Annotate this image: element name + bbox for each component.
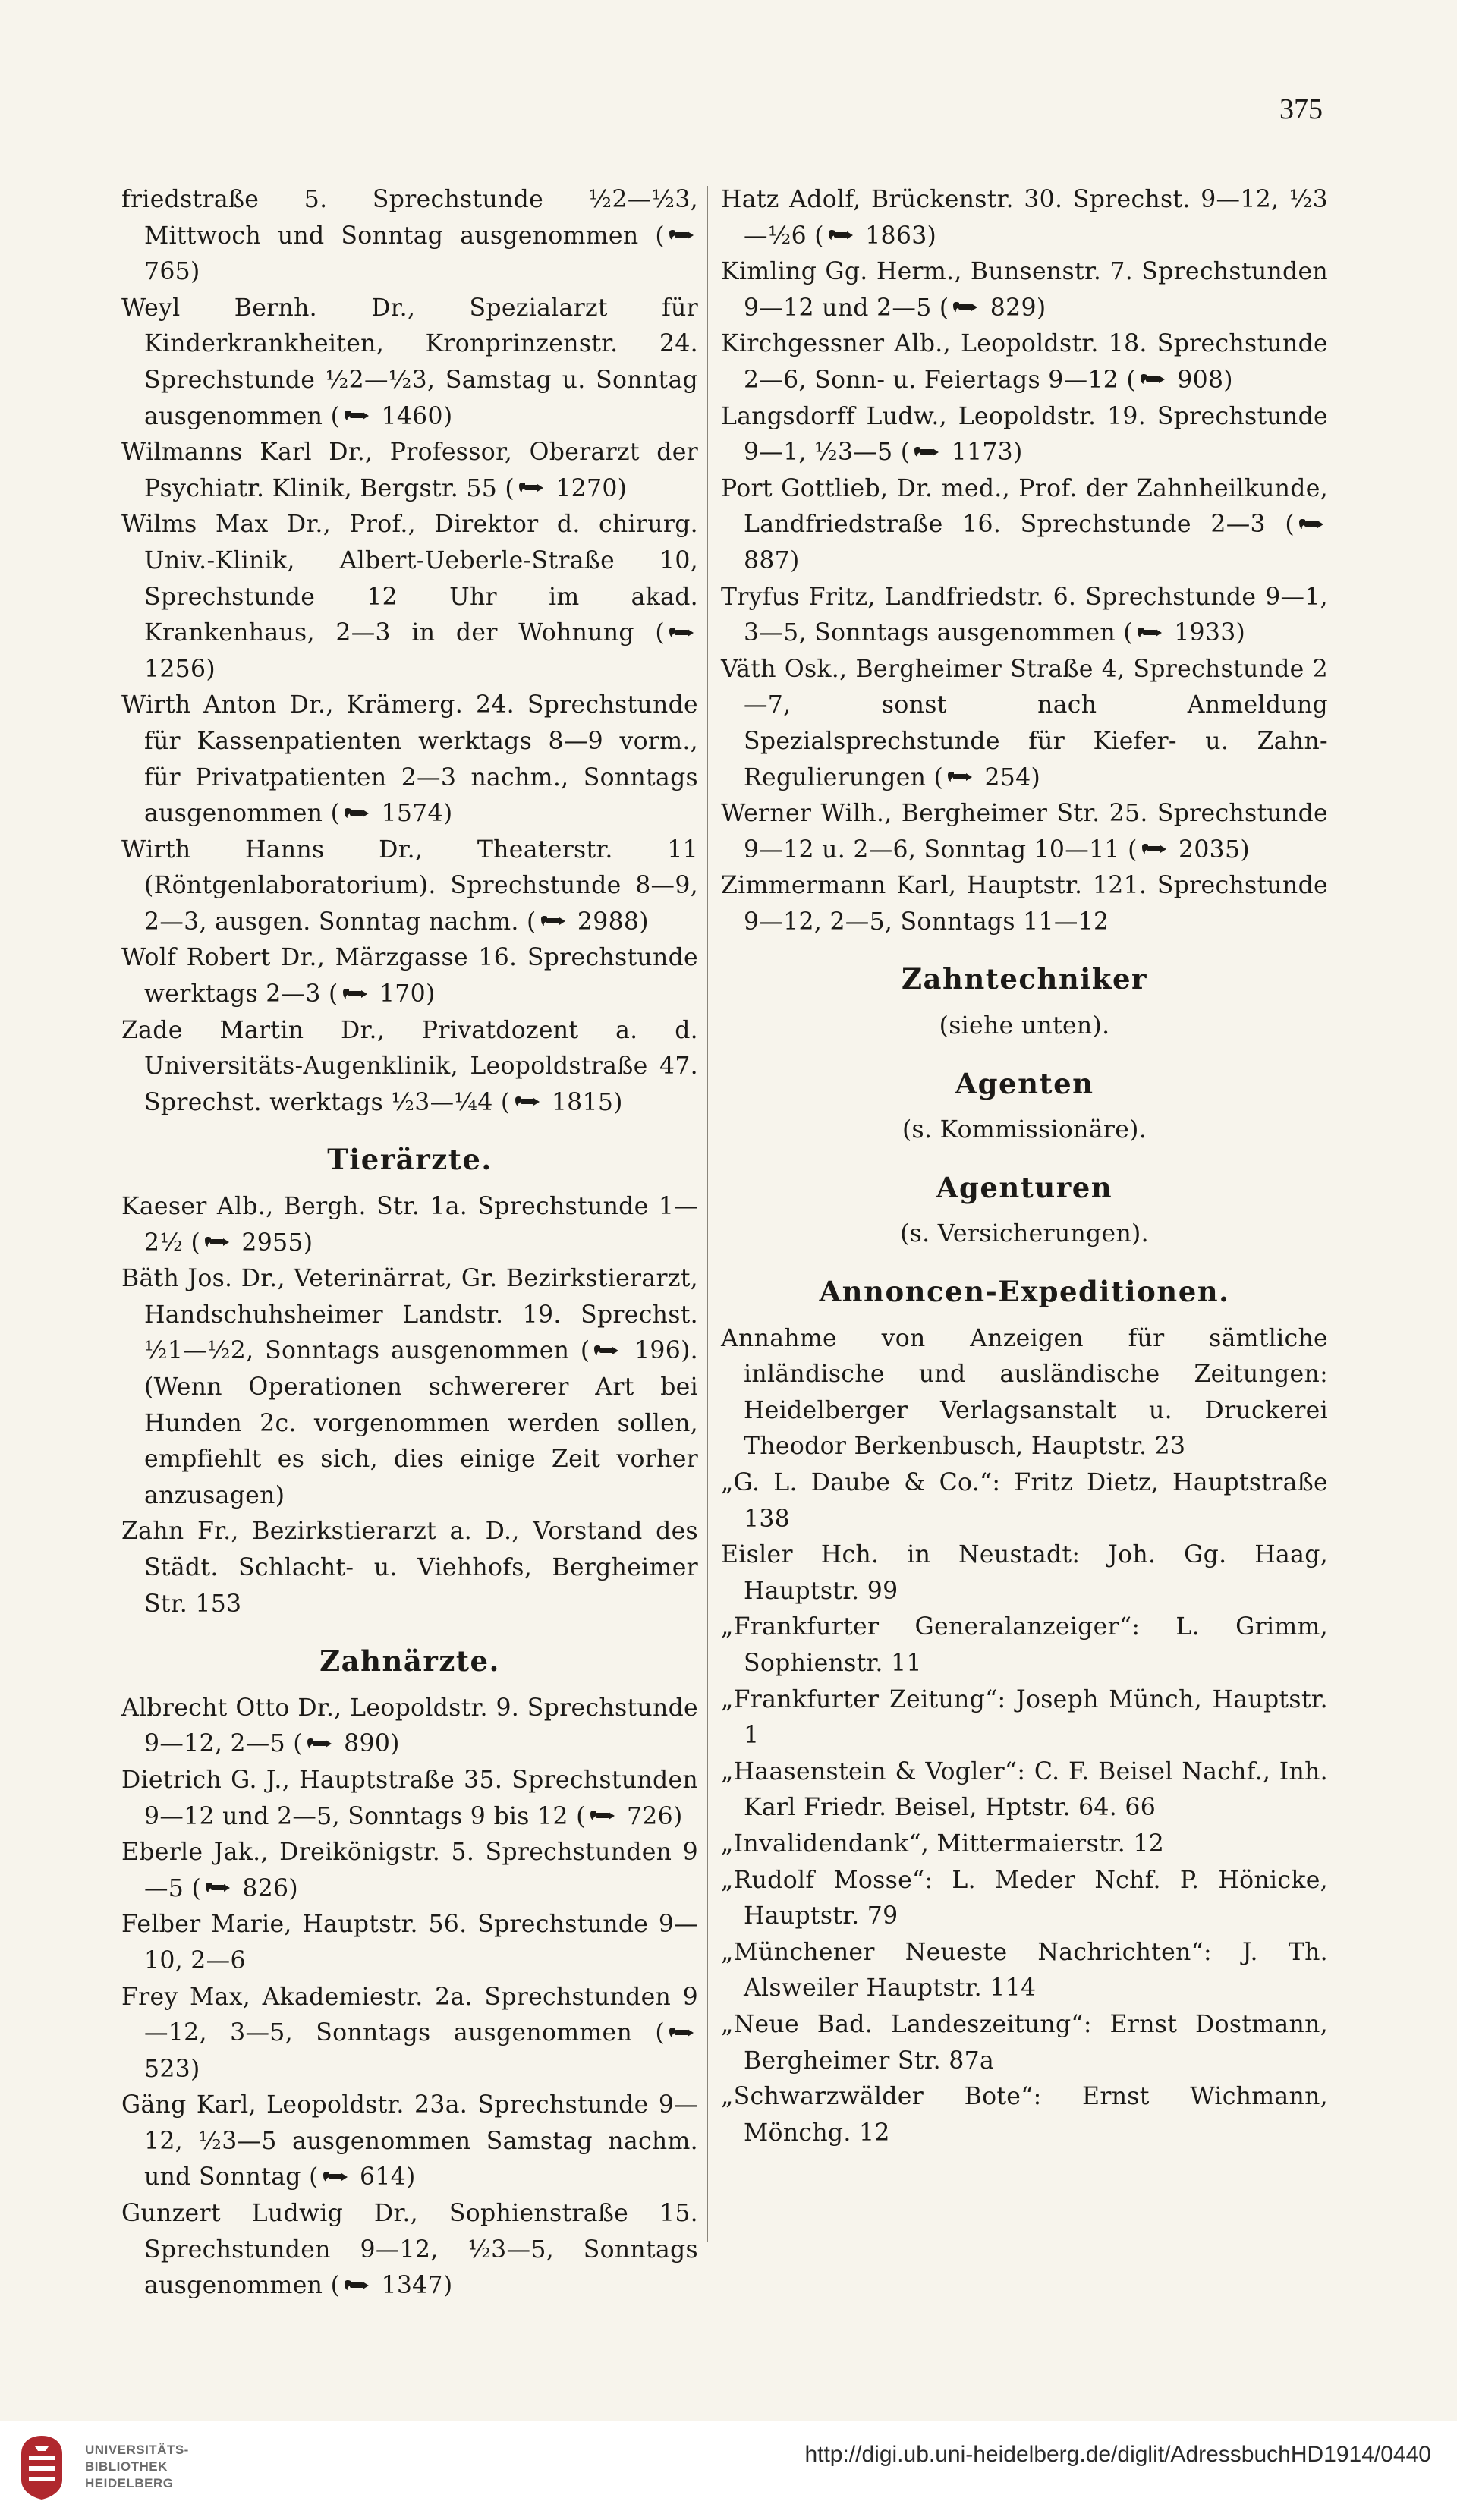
section-note: (s. Kommissionäre). <box>902 1116 1147 1144</box>
telephone-icon <box>827 228 854 242</box>
directory-entry: Zade Martin Dr., Privatdozent a. d. Universitäts-Augenklinik, Leopoldstraße 47. Sprechst. werktags ½3—¼4 ( 1815) <box>121 1016 698 1116</box>
directory-entry: Gunzert Ludwig Dr., Sophienstraße 15. Sprechstunden 9—12, ½3—5, Sonntags ausgenommen ( 1347) <box>121 2200 698 2300</box>
directory-entry: Kirchgessner Alb., Leopoldstr. 18. Sprechstunde 2—6, Sonn- u. Feiertags 9—12 ( 908) <box>721 330 1328 394</box>
telephone-icon <box>913 445 940 459</box>
telephone-icon <box>668 228 695 242</box>
directory-entry: Zahn Fr., Bezirkstierarzt a. D., Vorstand des Städt. Schlacht- u. Viehhofs, Bergheimer Str. 153 <box>121 1518 698 1618</box>
footer-bar <box>0 2421 1457 2520</box>
section-heading: Agenturen <box>936 1170 1113 1204</box>
directory-entry: Annahme von Anzeigen für sämtliche inländische und ausländische Zeitungen: Heidelberger Verlagsanstalt u. Druckerei Theodor Berkenbusch, Hauptstr. 23 <box>721 1324 1328 1461</box>
telephone-icon <box>1139 373 1166 386</box>
directory-entry: Albrecht Otto Dr., Leopoldstr. 9. Sprechstunde 9—12, 2—5 ( 890) <box>121 1694 698 1758</box>
directory-entry: „Münchener Neueste Nachrichten“: J. Th. Alsweiler Hauptstr. 114 <box>721 1938 1328 2002</box>
directory-entry: „Haasenstein & Vogler“: C. F. Beisel Nachf., Inh. Karl Friedr. Beisel, Hptstr. 64. 66 <box>721 1757 1328 1822</box>
directory-entry: Port Gottlieb, Dr. med., Prof. der Zahnheilkunde, Landfriedstraße 16. Sprechstunde 2—3 ( 887) <box>721 474 1328 574</box>
section-heading: Zahntechniker <box>902 962 1147 996</box>
directory-entry: Eisler Hch. in Neustadt: Joh. Gg. Haag, Hauptstr. 99 <box>721 1541 1328 1605</box>
directory-entry: Wilmanns Karl Dr., Professor, Oberarzt der Psychiatr. Klinik, Bergstr. 55 ( 1270) <box>121 439 698 502</box>
directory-entry: Felber Marie, Hauptstr. 56. Sprechstunde 9—10, 2—6 <box>121 1911 698 1974</box>
telephone-icon <box>540 914 567 928</box>
directory-entry: „Rudolf Mosse“: L. Meder Nchf. P. Hönicke, Hauptstr. 79 <box>721 1866 1328 1930</box>
directory-entry: Werner Wilh., Bergheimer Str. 25. Sprechstunde 9—12 u. 2—6, Sonntag 10—11 ( 2035) <box>721 800 1328 864</box>
telephone-icon <box>668 2026 695 2040</box>
telephone-icon <box>204 1881 231 1895</box>
section-note: (siehe unten). <box>939 1012 1110 1040</box>
library-name-line: UNIVERSITÄTS- <box>85 2443 189 2457</box>
directory-entry: „Schwarzwälder Bote“: Ernst Wichmann, Mönchg. 12 <box>721 2083 1328 2147</box>
telephone-icon <box>203 1235 231 1249</box>
directory-entry: Wilms Max Dr., Prof., Direktor d. chirurg. Univ.-Klinik, Albert-Ueberle-Straße 10, Sprechstunde 12 Uhr im akad. Krankenhaus, 2—3 in der Wohnung ( 1256) <box>121 511 698 683</box>
telephone-icon <box>306 1737 333 1751</box>
source-url-link[interactable]: http://digi.ub.uni-heidelberg.de/diglit/AdressbuchHD1914/0440 <box>804 2442 1431 2467</box>
telephone-icon <box>952 300 979 314</box>
library-name <box>85 2442 189 2492</box>
directory-entry: Weyl Bernh. Dr., Spezialarzt für Kinderkrankheiten, Kronprinzenstr. 24. Sprechstunde ½2—½3, Samstag u. Sonntag ausgenommen ( 1460) <box>121 294 698 430</box>
directory-entry: Wolf Robert Dr., Märzgasse 16. Sprechstunde werktags 2—3 ( 170) <box>121 944 698 1008</box>
page-number: 375 <box>1279 93 1323 125</box>
section-heading: Tierärzte. <box>327 1143 492 1177</box>
directory-entry: Bäth Jos. Dr., Veterinärrat, Gr. Bezirkstierarzt, Handschuhsheimer Landstr. 19. Sprechst. ½1—½2, Sonntags ausgenommen ( 196). (Wenn Operationen schwererer Art bei Hunden 2c. vorgenommen werden sollen, empfiehlt es sich, dies einige Zeit vorher anzusagen) <box>121 1265 698 1509</box>
directory-entry: „Neue Bad. Landeszeitung“: Ernst Dostmann, Bergheimer Str. 87a <box>721 2010 1328 2075</box>
directory-entry: Dietrich G. J., Hauptstraße 35. Sprechstunden 9—12 und 2—5, Sonntags 9 bis 12 ( 726) <box>121 1766 698 1830</box>
directory-entry: Hatz Adolf, Brückenstr. 30. Sprechst. 9—12, ½3—½6 ( 1863) <box>721 186 1328 250</box>
telephone-icon <box>341 987 369 1001</box>
directory-entry: Eberle Jak., Dreikönigstr. 5. Sprechstunden 9—5 ( 826) <box>121 1839 698 1902</box>
section-heading: Zahnärzte. <box>319 1644 500 1678</box>
directory-entry: Frey Max, Akademiestr. 2a. Sprechstunden 9—12, 3—5, Sonntags ausgenommen ( 523) <box>121 1983 698 2083</box>
directory-entry: „Invalidendank“, Mittermaierstr. 12 <box>721 1829 1165 1858</box>
telephone-icon <box>343 2279 370 2292</box>
directory-entry: „Frankfurter Zeitung“: Joseph Münch, Hauptstr. 1 <box>721 1685 1328 1750</box>
directory-entry: „G. L. Daube & Co.“: Fritz Dietz, Hauptstraße 138 <box>721 1469 1328 1533</box>
telephone-icon <box>322 2170 349 2184</box>
column-divider <box>707 186 708 2242</box>
telephone-icon <box>1298 518 1325 531</box>
directory-entry: friedstraße 5. Sprechstunde ½2—½3, Mittwoch und Sonntag ausgenommen ( 765) <box>121 186 698 286</box>
telephone-icon <box>514 1095 541 1109</box>
telephone-icon <box>668 626 695 640</box>
telephone-icon <box>589 1809 616 1823</box>
section-heading: Annoncen-Expeditionen. <box>819 1275 1230 1309</box>
directory-entry: Wirth Hanns Dr., Theaterstr. 11 (Röntgenlaboratorium). Sprechstunde 8—9, 2—3, ausgen. Sonntag nachm. ( 2988) <box>121 835 698 936</box>
directory-entry: Kimling Gg. Herm., Bunsenstr. 7. Sprechstunden 9—12 und 2—5 ( 829) <box>721 258 1328 322</box>
directory-entry: Tryfus Fritz, Landfriedstr. 6. Sprechstunde 9—1, 3—5, Sonntags ausgenommen ( 1933) <box>721 583 1328 647</box>
telephone-icon <box>343 409 370 423</box>
telephone-icon <box>1141 842 1168 856</box>
telephone-icon <box>593 1344 620 1358</box>
directory-entry: Zimmermann Karl, Hauptstr. 121. Sprechstunde 9—12, 2—5, Sonntags 11—12 <box>721 872 1328 936</box>
telephone-icon <box>518 481 545 495</box>
telephone-icon <box>1136 626 1163 640</box>
library-seal-icon <box>12 2433 71 2503</box>
directory-entry: „Frankfurter Generalanzeiger“: L. Grimm, Sophienstr. 11 <box>721 1613 1328 1677</box>
directory-entry: Wirth Anton Dr., Krämerg. 24. Sprechstunde für Kassenpatienten werktags 8—9 vorm., für Privatpatienten 2—3 nachm., Sonntags ausgenommen ( 1574) <box>121 691 698 828</box>
directory-entry: Kaeser Alb., Bergh. Str. 1a. Sprechstunde 1—2½ ( 2955) <box>121 1193 698 1257</box>
directory-entry: Langsdorff Ludw., Leopoldstr. 19. Sprechstunde 9—1, ½3—5 ( 1173) <box>721 402 1328 467</box>
telephone-icon <box>946 770 974 784</box>
section-note: (s. Versicherungen). <box>900 1220 1149 1248</box>
telephone-icon <box>343 807 370 820</box>
left-column <box>121 182 698 2304</box>
directory-entry: Gäng Karl, Leopoldstr. 23a. Sprechstunde 9—12, ½3—5 ausgenommen Samstag nachm. und Sonntag ( 614) <box>121 2091 698 2191</box>
library-name-line: BIBLIOTHEK <box>85 2459 168 2474</box>
section-heading: Agenten <box>955 1066 1094 1100</box>
library-name-line: HEIDELBERG <box>85 2476 174 2490</box>
directory-entry: Väth Osk., Bergheimer Straße 4, Sprechstunde 2—7, sonst nach Anmeldung Spezialsprechstunde für Kiefer- u. Zahn-Regulierungen ( 254) <box>721 655 1328 791</box>
right-column <box>721 182 1328 2151</box>
